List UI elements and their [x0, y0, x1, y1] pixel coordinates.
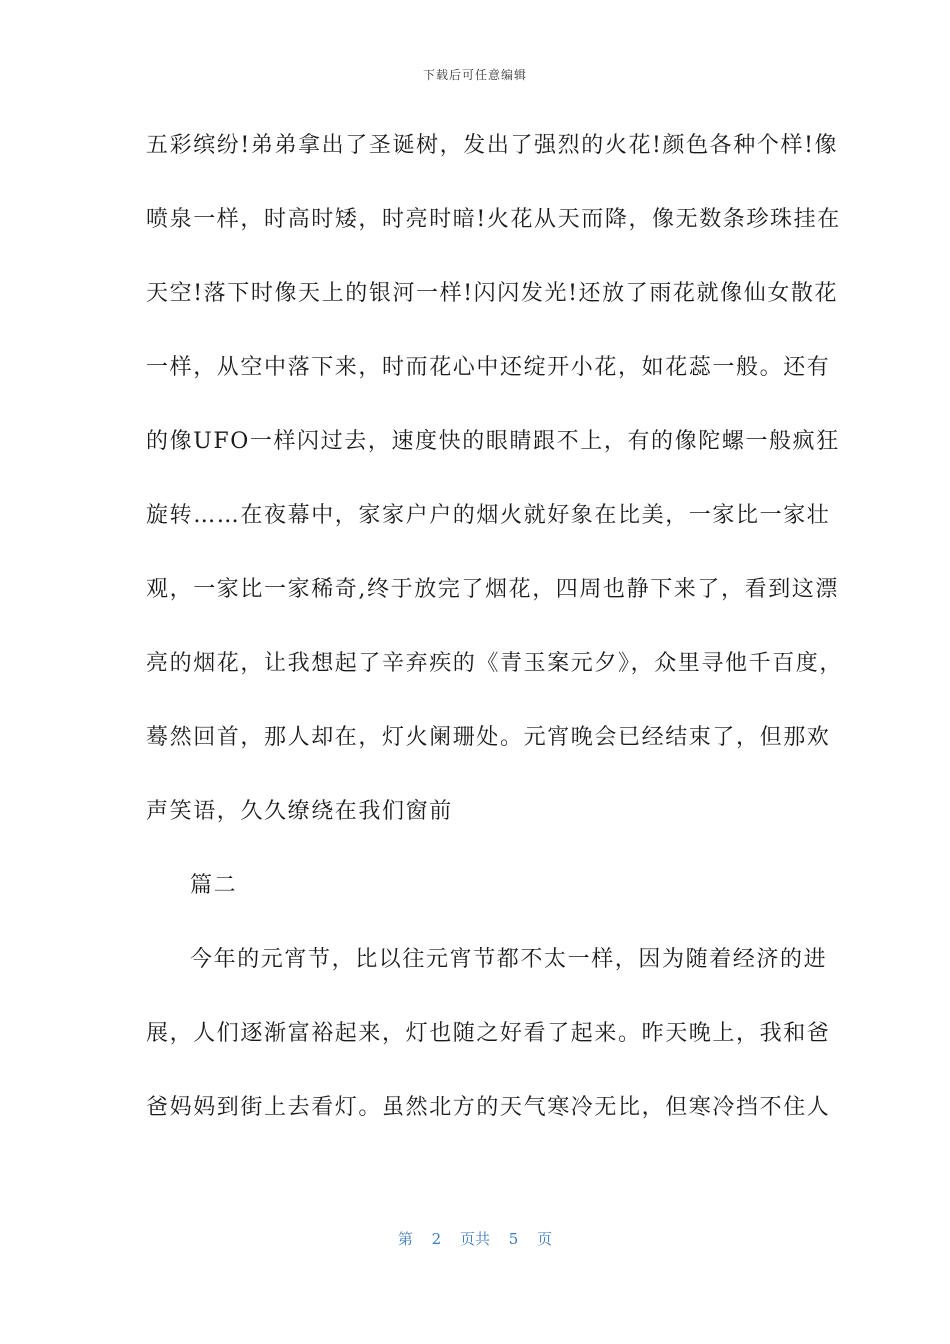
- footer-total-pages: 5: [508, 1230, 519, 1248]
- text-line-2: 喷泉一样，时高时矮，时亮时暗!火花从天而降，像无数条珍珠挂在: [146, 207, 841, 232]
- page-footer: [0, 1228, 950, 1249]
- text-line-11: 今年的元宵节，比以往元宵节都不太一样，因为随着经济的进: [190, 947, 828, 972]
- footer-current-page: 2: [431, 1230, 442, 1248]
- text-line-7: 观，一家比一家稀奇,终于放完了烟花，四周也静下来了，看到这漂: [146, 577, 839, 602]
- page-header-note: 下载后可任意编辑: [422, 68, 527, 82]
- document-body: [146, 126, 844, 1162]
- text-line-10: 声笑语，久久缭绕在我们窗前: [146, 799, 453, 824]
- section-heading: 篇二: [190, 873, 238, 898]
- text-line-4: 一样，从空中落下来，时而花心中还绽开小花，如花蕊一般。还有: [146, 355, 831, 380]
- text-line-3: 天空!落下时像天上的银河一样!闪闪发光!还放了雨花就像仙女散花: [146, 281, 839, 306]
- text-line-12: 展，人们逐渐富裕起来，灯也随之好看了起来。昨天晚上，我和爸: [146, 1021, 831, 1046]
- text-line-1: 五彩缤纷!弟弟拿出了圣诞树，发出了强烈的火花!颜色各种个样!像: [146, 133, 839, 158]
- footer-label-of: 页共: [459, 1230, 490, 1248]
- footer-label-page: 第: [397, 1230, 413, 1248]
- text-line-5: 的像UFO一样闪过去，速度快的眼睛跟不上，有的像陀螺一般疯狂: [146, 429, 840, 454]
- text-line-13: 爸妈妈到街上去看灯。虽然北方的天气寒冷无比，但寒冷挡不住人: [146, 1095, 831, 1120]
- footer-label-end: 页: [537, 1230, 553, 1248]
- text-line-9: 蓦然回首，那人却在，灯火阑珊处。元宵晚会已经结束了，但那欢: [146, 725, 831, 750]
- text-line-6: 旋转……在夜幕中，家家户户的烟火就好象在比美，一家比一家壮: [146, 503, 831, 528]
- text-line-8: 亮的烟花，让我想起了辛弃疾的《青玉案元夕》，众里寻他千百度，: [146, 651, 844, 676]
